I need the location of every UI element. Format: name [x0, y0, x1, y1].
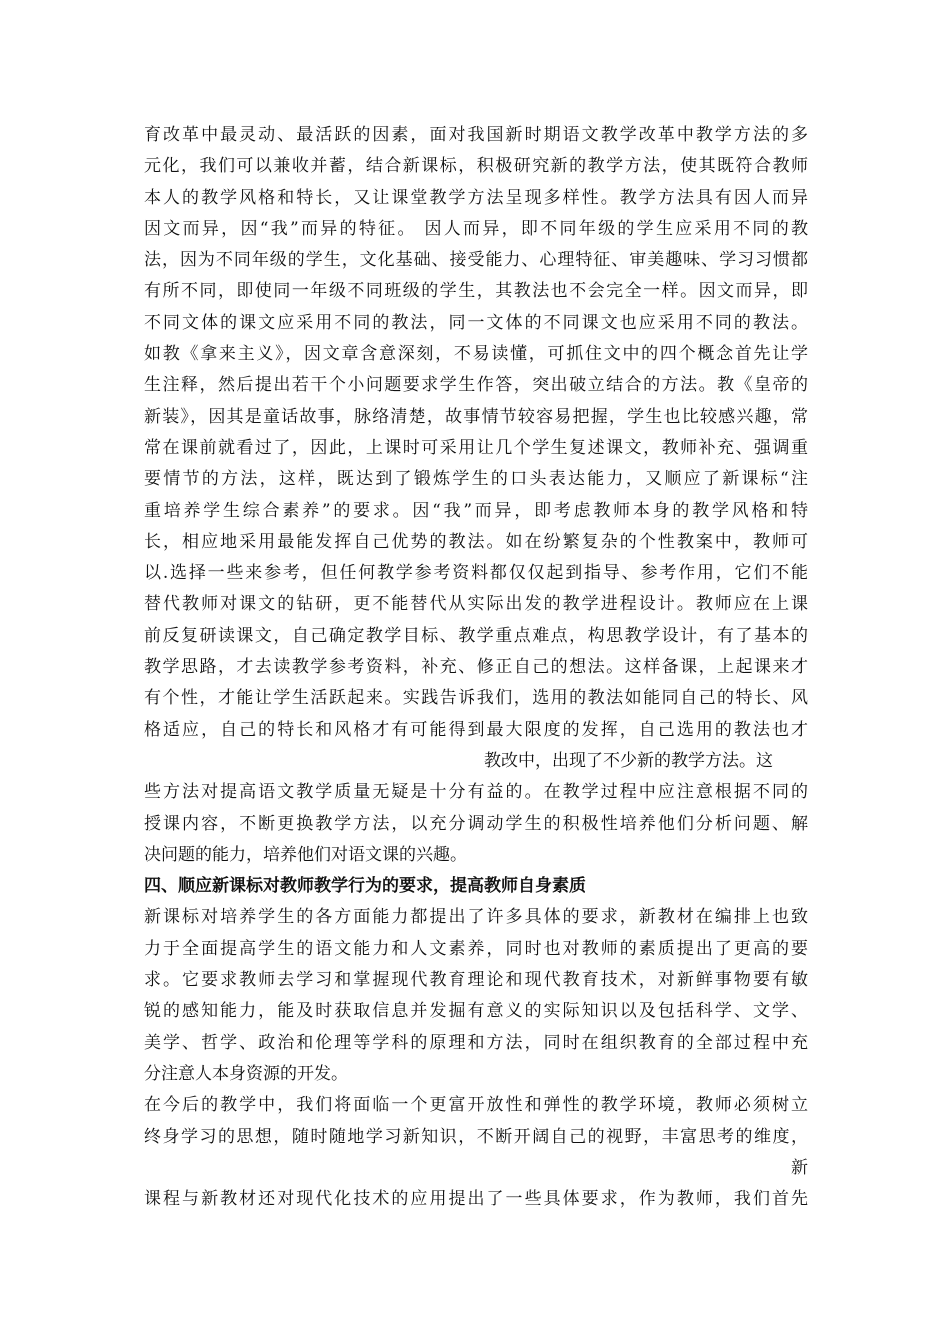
text-line: 育改革中最灵动、最活跃的因素，面对我国新时期语文教学改革中教学方法的多 [144, 125, 808, 145]
text-line: 重培养学生综合素养”的要求。因“我”而异，即考虑教师本身的教学风格和特 [144, 500, 808, 521]
text-line: 在今后的教学中，我们将面临一个更富开放性和弹性的教学环境，教师必须树立 [144, 1095, 808, 1116]
text-line: 决问题的能力，培养他们对语文课的兴趣。 [144, 844, 467, 865]
section-heading: 四、顺应新课标对教师教学行为的要求，提高教师自身素质 [144, 876, 586, 897]
text-line: 教学思路，才去读教学参考资料，补充、修正自己的想法。这样备课，上起课来才 [144, 657, 808, 678]
text-line: 不同文体的课文应采用不同的教法，同一文体的不同课文也应采用不同的教法。 [144, 312, 808, 333]
text-line-split [144, 746, 808, 777]
text-line: 新课标对培养学生的各方面能力都提出了许多具体的要求，新教材在编排上也致 [144, 907, 808, 928]
text-line: 要情节的方法，这样，既达到了锻炼学生的口头表达能力，又顺应了新课标“注 [144, 469, 808, 490]
text-line: 美学、哲学、政治和伦理等学科的原理和方法，同时在组织教育的全部过程中充 [144, 1032, 808, 1053]
text-line: 因文而异，因“我”而异的特征。 因人而异，即不同年级的学生应采用不同的教 [144, 218, 808, 239]
text-line: 法，因为不同年级的学生，文化基础、接受能力、心理特征、审美趣味、学习习惯都 [144, 250, 808, 271]
text-line: 有所不同，即使同一年级不同班级的学生，其教法也不会完全一样。因文而异，即 [144, 281, 808, 302]
text-line: 课程与新教材还对现代化技术的应用提出了一些具体要求，作为教师，我们首先 [144, 1189, 808, 1210]
text-line: 替代教师对课文的钻研，更不能替代从实际出发的教学进程设计。教师应在上课 [144, 594, 808, 615]
text-line-split [144, 1153, 808, 1184]
text-line: 授课内容，不断更换教学方法，以充分调动学生的积极性培养他们分析问题、解 [144, 813, 808, 834]
text-line: 以.选择一些来参考，但任何教学参考资料都仅仅起到指导、参考作用，它们不能 [144, 563, 808, 584]
text-line: 常在课前就看过了，因此，上课时可采用让几个学生复述课文，教师补充、强调重 [144, 437, 808, 458]
text-line: 格适应，自己的特长和风格才有可能得到最大限度的发挥，自己选用的教法也才 [144, 719, 808, 740]
text-line: 长，相应地采用最能发挥自己优势的教法。如在纷繁复杂的个性教案中，教师可 [144, 531, 808, 552]
text-line: 力于全面提高学生的语文能力和人文素养，同时也对教师的素质提出了更高的要 [144, 938, 808, 959]
text-line: 求。它要求教师去学习和掌握现代教育理论和现代教育技术，对新鲜事物要有敏 [144, 970, 808, 991]
text-line: 新装》，因其是童话故事，脉络清楚，故事情节较容易把握，学生也比较感兴趣，常 [144, 406, 808, 427]
text-line: 锐的感知能力，能及时获取信息并发掘有意义的实际知识以及包括科学、文学、 [144, 1001, 808, 1022]
text-segment: 新 [791, 1157, 808, 1178]
text-line: 前反复研读课文，自己确定教学目标、教学重点难点，构思教学设计，有了基本的 [144, 625, 808, 646]
text-line: 有个性，才能让学生活跃起来。实践告诉我们，选用的教法如能同自己的特长、风 [144, 688, 808, 709]
text-line: 分注意人本身资源的开发。 [144, 1063, 348, 1084]
text-line: 终身学习的思想，随时随地学习新知识，不断开阔自己的视野，丰富思考的维度， [144, 1126, 808, 1147]
text-line: 元化，我们可以兼收并蓄，结合新课标，积极研究新的教学方法，使其既符合教师 [144, 156, 808, 177]
document-page [144, 120, 808, 1215]
text-segment: 教改中，出现了不少新的教学方法。这 [484, 750, 773, 771]
text-line: 生注释，然后提出若干个小问题要求学生作答，突出破立结合的方法。教《皇帝的 [144, 375, 808, 396]
text-line: 如教《拿来主义》，因文章含意深刻，不易读懂，可抓住文中的四个概念首先让学 [144, 344, 808, 365]
text-line: 些方法对提高语文教学质量无疑是十分有益的。在教学过程中应注意根据不同的 [144, 782, 808, 803]
text-line: 本人的教学风格和特长，又让课堂教学方法呈现多样性。教学方法具有因人而异 [144, 187, 808, 208]
